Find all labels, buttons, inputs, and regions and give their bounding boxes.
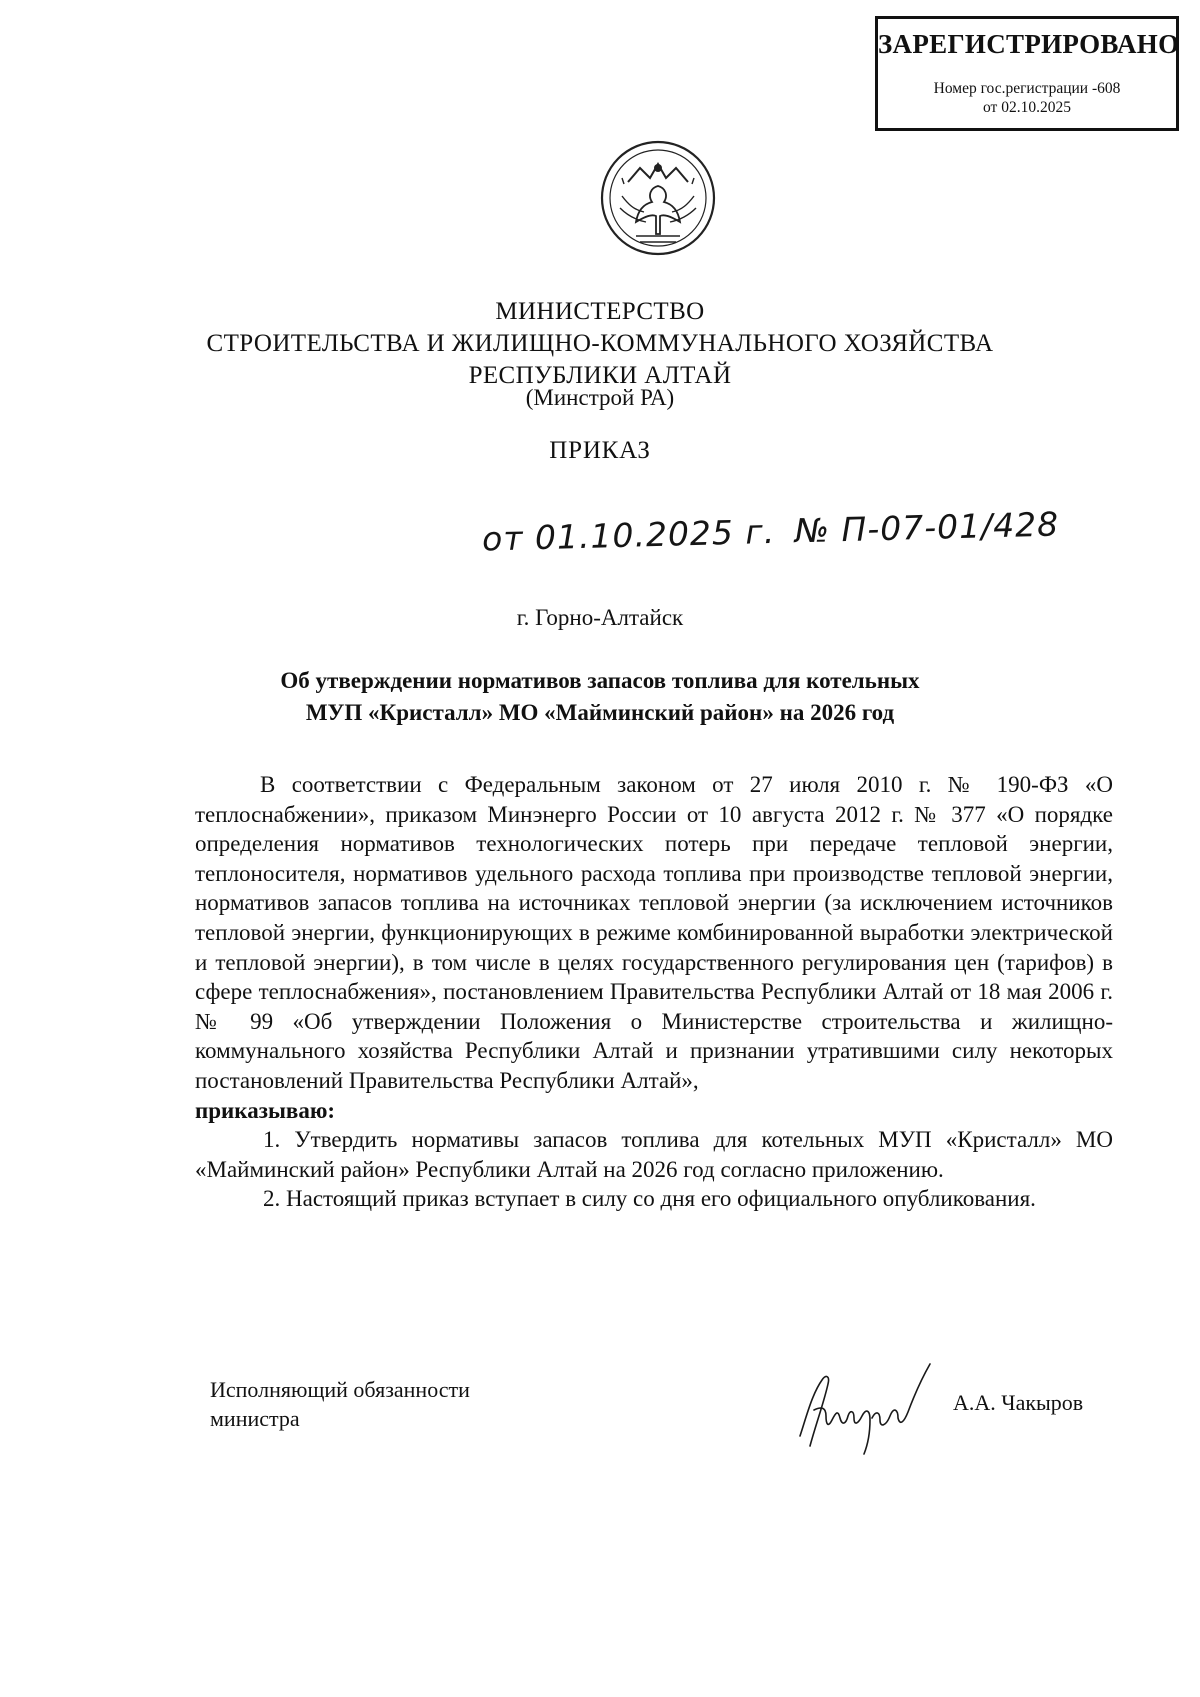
stamp-reg-number: Номер гос.регистрации -608 xyxy=(933,80,1121,97)
order-word: приказываю: xyxy=(195,1097,336,1123)
subject-line: МУП «Кристалл» МО «Майминский район» на 2026 год xyxy=(305,700,895,725)
order-date: от 01.10.2025 г. xyxy=(481,511,776,559)
signer-role xyxy=(210,1375,470,1433)
handwritten-signature-icon xyxy=(792,1358,937,1458)
ministry-short-name: (Минстрой РА) xyxy=(525,385,675,410)
order-subject xyxy=(100,665,1100,729)
ministry-line: РЕСПУБЛИКИ АЛТАЙ xyxy=(468,362,732,389)
signer-role-line: Исполняющий обязанности xyxy=(210,1377,470,1402)
preamble-paragraph: В соответствии с Федеральным законом от 27 июля 2010 г. № 190-ФЗ «О теплоснабжении», приказом Минэнерго России от 10 августа 2012 г. № 377 «О порядке определения нормативов технологических потерь при передаче тепловой энергии, теплоносителя, нормативов удельного расхода топлива при производстве тепловой энергии, нормативов запасов топлива на источниках тепловой энергии (за исключением источников тепловой энергии, функционирующих в режиме комбинированной выработки электрической и тепловой энергии), в том числе в целях государственного регулирования цен (тарифов) в сфере теплоснабжения», постановлением Правительства Республики Алтай от 18 мая 2006 г. № 99 «Об утверждении Положения о Министерстве строительства и жилищно-коммунального хозяйства Республики Алтай и признании утратившими силу некоторых постановлений Правительства Республики Алтай», xyxy=(195,772,1113,1093)
ministry-name xyxy=(100,296,1100,392)
ministry-line: МИНИСТЕРСТВО xyxy=(495,298,705,325)
order-item-2: 2. Настоящий приказ вступает в силу со дня его официального опубликования. xyxy=(263,1186,1036,1212)
registration-stamp xyxy=(875,16,1179,131)
altai-republic-emblem-icon xyxy=(598,138,718,258)
order-date-number xyxy=(482,504,1060,558)
order-body xyxy=(195,770,1113,1214)
subject-line: Об утверждении нормативов запасов топлива для котельных xyxy=(280,668,920,693)
stamp-reg-date: от 02.10.2025 xyxy=(983,99,1071,116)
stamp-title: ЗАРЕГИСТРИРОВАНО xyxy=(878,29,1180,59)
city: г. Горно-Алтайск xyxy=(516,605,684,630)
order-number: № П-07-01/428 xyxy=(794,504,1060,551)
document-type: ПРИКАЗ xyxy=(549,437,651,464)
signer-name: А.А. Чакыров xyxy=(953,1390,1084,1415)
signer-role-line: министра xyxy=(210,1406,300,1431)
order-item-1: 1. Утвердить нормативы запасов топлива для котельных МУП «Кристалл» МО «Майминский район» Республики Алтай на 2026 год согласно приложению. xyxy=(195,1127,1113,1182)
ministry-line: СТРОИТЕЛЬСТВА И ЖИЛИЩНО-КОММУНАЛЬНОГО ХОЗЯЙСТВА xyxy=(206,330,994,357)
